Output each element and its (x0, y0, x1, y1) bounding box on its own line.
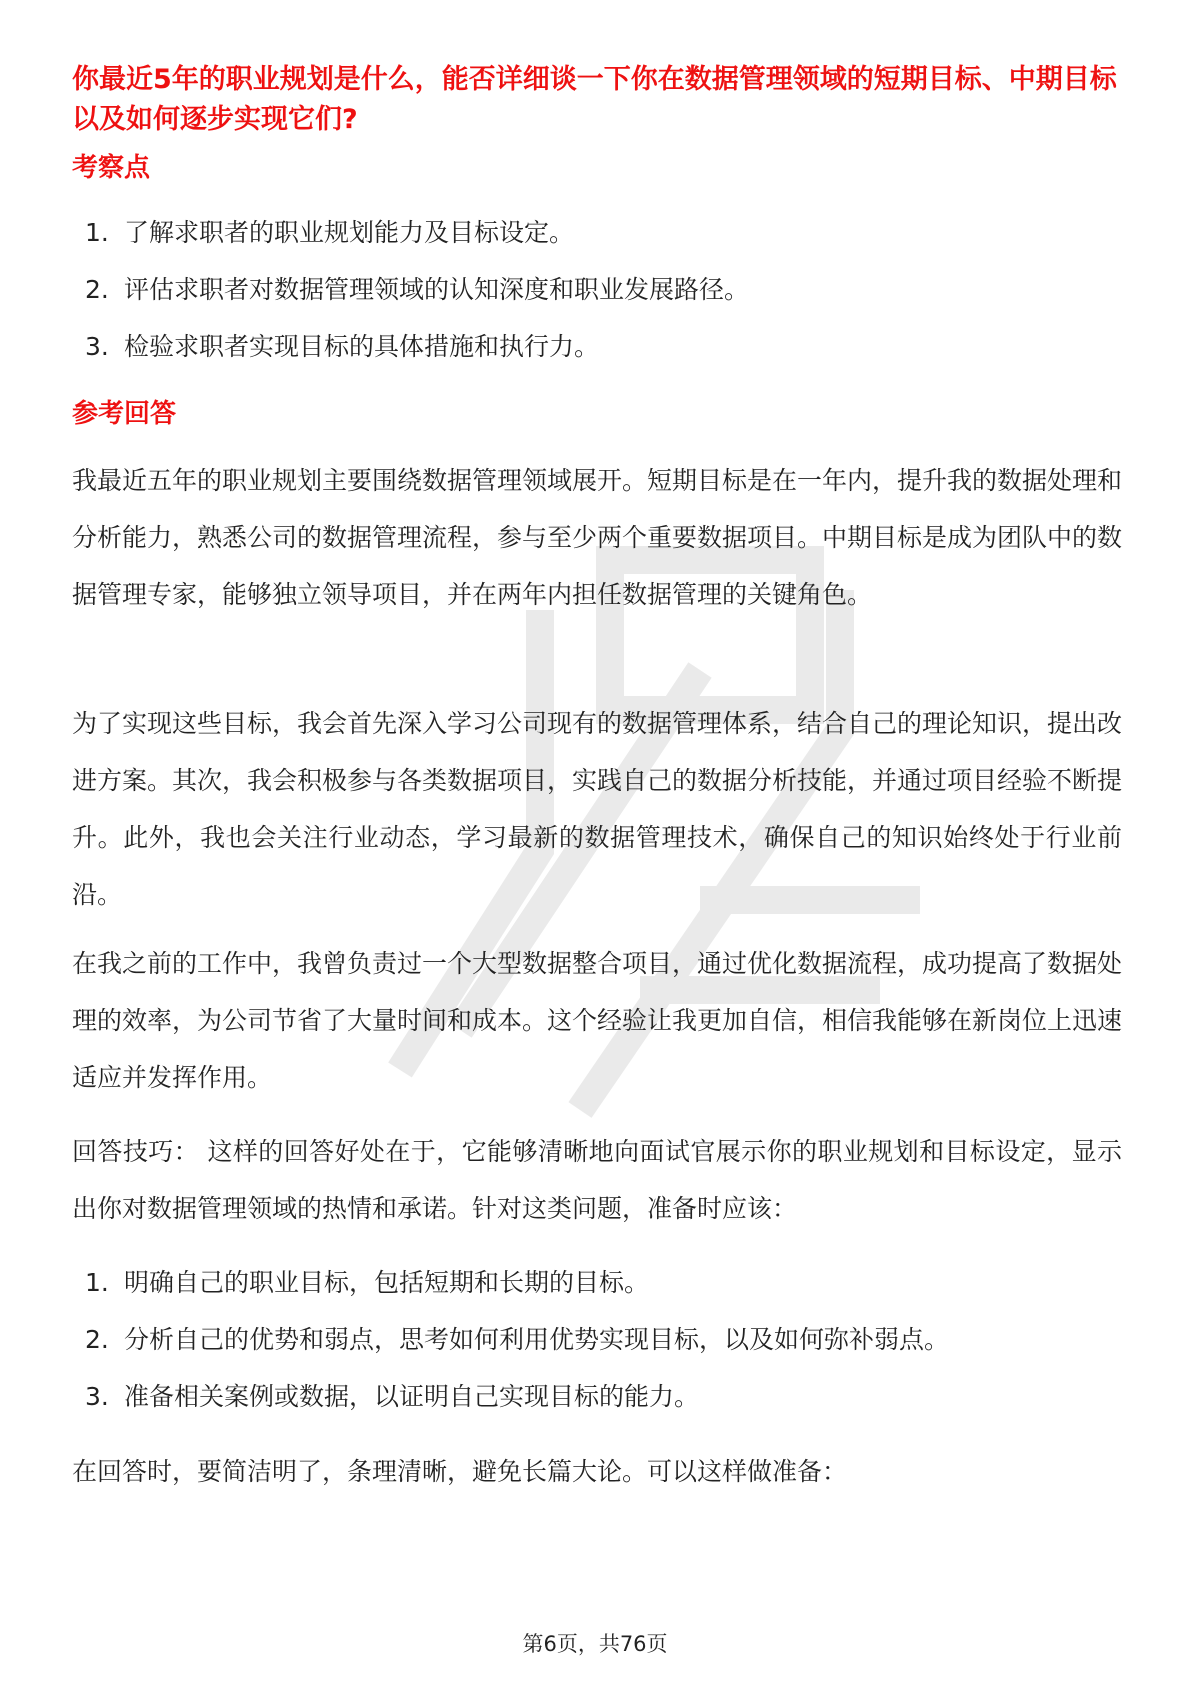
list-item-number: 2. (85, 275, 109, 304)
list-item-number: 2. (85, 1325, 109, 1354)
list-item-text: 明确自己的职业目标，包括短期和长期的目标。 (124, 1268, 650, 1297)
list-item (72, 215, 1122, 272)
list-item (72, 329, 1122, 386)
reference-paragraph: 为了实现这些目标，我会首先深入学习公司现有的数据管理体系，结合自己的理论知识，提出改进方案。其次，我会积极参与各类数据项目，实践自己的数据分析技能，并通过项目经验不断提升。此外，我也会关注行业动态，学习最新的数据管理技术，确保自己的知识始终处于行业前沿。 (72, 709, 1123, 909)
list-item-text: 检验求职者实现目标的具体措施和执行力。 (124, 332, 600, 361)
list-item-number: 1. (85, 218, 109, 247)
list-item (72, 1322, 1122, 1379)
list-item-text: 分析自己的优势和弱点，思考如何利用优势实现目标，以及如何弥补弱点。 (124, 1325, 950, 1354)
list-item-number: 3. (85, 1382, 109, 1411)
list-item (72, 1379, 1122, 1436)
tips-intro: 回答技巧： 这样的回答好处在于，它能够清晰地向面试官展示你的职业规划和目标设定，显示出你对数据管理领域的热情和承诺。针对这类问题，准备时应该： (72, 1137, 1122, 1223)
reference-heading: 参考回答 (72, 399, 177, 429)
list-item-text: 了解求职者的职业规划能力及目标设定。 (124, 218, 575, 247)
interview-question: 你最近5年的职业规划是什么，能否详细谈一下你在数据管理领域的短期目标、中期目标以及如何逐步实现它们? (72, 64, 1117, 135)
list-item-text: 准备相关案例或数据，以证明自己实现目标的能力。 (124, 1382, 700, 1411)
reference-paragraph: 我最近五年的职业规划主要围绕数据管理领域展开。短期目标是在一年内，提升我的数据处理和分析能力，熟悉公司的数据管理流程，参与至少两个重要数据项目。中期目标是成为团队中的数据管理专家，能够独立领导项目，并在两年内担任数据管理的关键角色。 (72, 466, 1123, 609)
list-item (72, 272, 1122, 329)
assessment-heading: 考察点 (72, 153, 151, 183)
list-item-number: 1. (85, 1268, 109, 1297)
tips-list (72, 1265, 1122, 1436)
list-item-number: 3. (85, 332, 109, 361)
tips-closing: 在回答时，要简洁明了，条理清晰，避免长篇大论。可以这样做准备： (72, 1457, 848, 1486)
assessment-list (72, 215, 1122, 386)
reference-paragraph: 在我之前的工作中，我曾负责过一个大型数据整合项目，通过优化数据流程，成功提高了数据处理的效率，为公司节省了大量时间和成本。这个经验让我更加自信，相信我能够在新岗位上迅速适应并发挥作用。 (72, 949, 1123, 1092)
page-number-footer: 第6页，共76页 (522, 1632, 668, 1656)
list-item-text: 评估求职者对数据管理领域的认知深度和职业发展路径。 (124, 275, 750, 304)
list-item (72, 1265, 1122, 1322)
